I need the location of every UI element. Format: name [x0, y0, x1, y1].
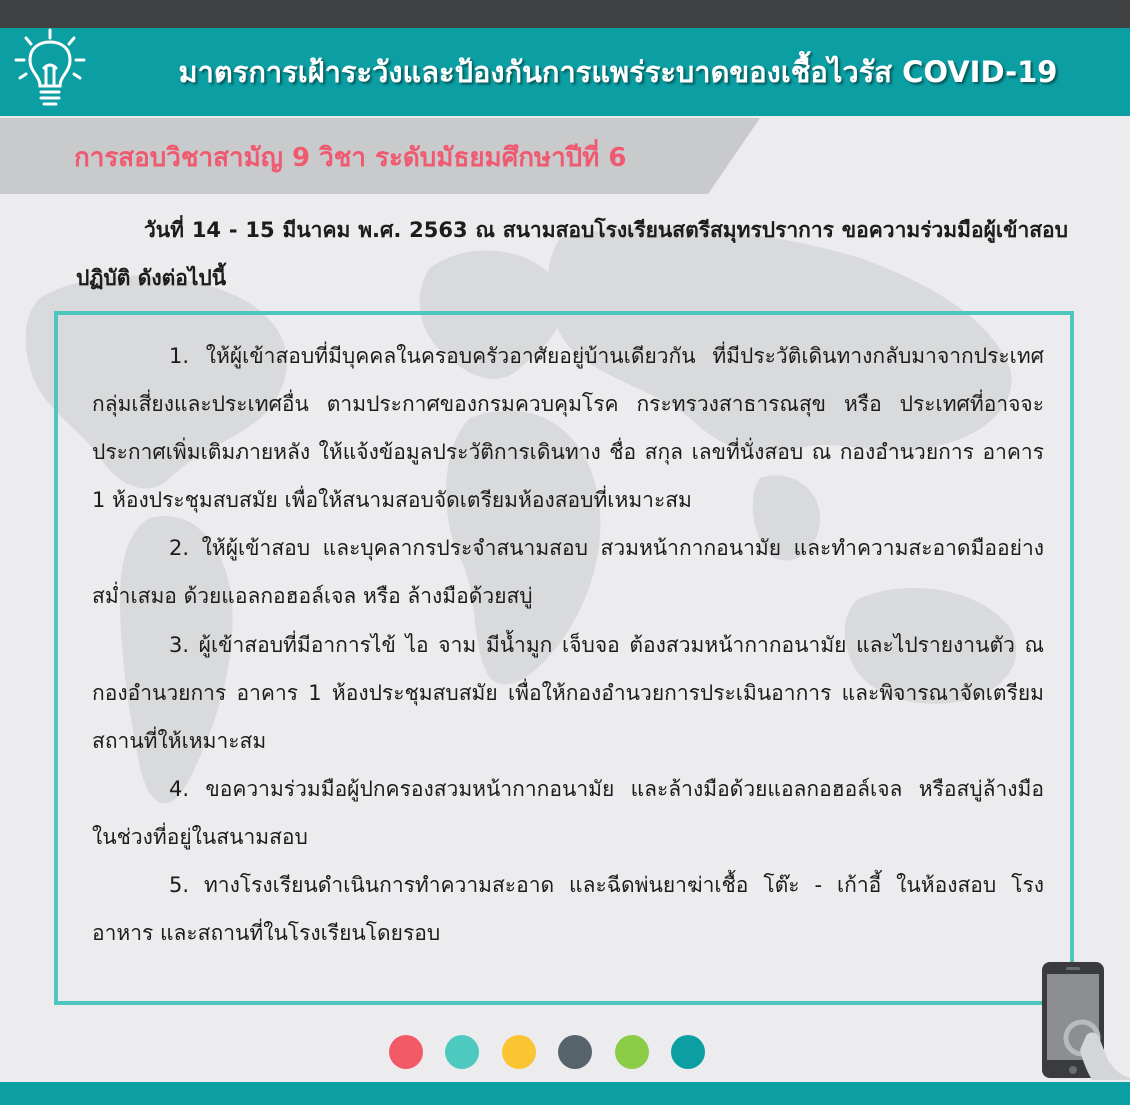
- dot-green: [615, 1035, 649, 1069]
- list-item: 1. ให้ผู้เข้าสอบที่มีบุคคลในครอบครัวอาศัยอยู่บ้านเดียวกัน ที่มีประวัติเดินทางกลับมาจากประเทศกลุ่มเสี่ยงและประเทศอื่น ตามประกาศของกรมควบคุมโรค กระทรวงสาธารณสุข หรือ ประเทศที่อาจจะประกาศเพิ่มเติมภายหลัง ให้แจ้งข้อมูลประวัติการเดินทาง ชื่อ สกุล เลขที่นั่งสอบ ณ กองอำนวยการ อาคาร 1 ห้องประชุมสบสมัย เพื่อให้สนามสอบจัดเตรียมห้องสอบที่เหมาะสม: [92, 344, 1044, 513]
- intro-text: วันที่ 14 - 15 มีนาคม พ.ศ. 2563 ณ สนามสอบโรงเรียนสตรีสมุทรปราการ ขอความร่วมมือผู้เข้าสอบปฏิบัติ ดังต่อไปนี้: [76, 218, 1068, 290]
- top-bar: [0, 0, 1130, 28]
- section-title: การสอบวิชาสามัญ 9 วิชา ระดับมัธยมศึกษาปีที่ 6: [74, 143, 627, 173]
- dot-teal: [671, 1035, 705, 1069]
- color-dots: [0, 1035, 1130, 1071]
- dot-slate: [558, 1035, 592, 1069]
- list-item: 2. ให้ผู้เข้าสอบ และบุคลากรประจำสนามสอบ สวมหน้ากากอนามัย และทำความสะอาดมืออย่างสม่ำเสมอ ด้วยแอลกอฮอล์เจล หรือ ล้างมือด้วยสบู่: [92, 536, 1044, 609]
- page-title: มาตรการเฝ้าระวังและป้องกันการแพร่ระบาดของเชื้อไวรัส COVID-19: [178, 55, 1058, 89]
- dot-yellow: [502, 1035, 536, 1069]
- header-bar: [0, 28, 1130, 116]
- list-item: 3. ผู้เข้าสอบที่มีอาการไข้ ไอ จาม มีน้ำมูก เจ็บจอ ต้องสวมหน้ากากอนามัย และไปรายงานตัว ณ กองอำนวยการ อาคาร 1 ห้องประชุมสบสมัย เพื่อให้กองอำนวยการประเมินอาการ และพิจารณาจัดเตรียมสถานที่ให้เหมาะสม: [92, 632, 1044, 753]
- dot-turquoise: [445, 1035, 479, 1069]
- smartphone-touch-icon: [1030, 960, 1130, 1080]
- list-item: 5. ทางโรงเรียนดำเนินการทำความสะอาด และฉีดพ่นยาฆ่าเชื้อ โต๊ะ - เก้าอี้ ในห้องสอบ โรงอาหาร และสถานที่ในโรงเรียนโดยรอบ: [92, 873, 1044, 946]
- dot-red: [389, 1035, 423, 1069]
- bottom-bar: [0, 1082, 1130, 1105]
- list-item: 4. ขอความร่วมมือผู้ปกครองสวมหน้ากากอนามัย และล้างมือด้วยแอลกอฮอล์เจล หรือสบู่ล้างมือ ในช่วงที่อยู่ในสนามสอบ: [92, 776, 1044, 849]
- lightbulb-icon: [12, 28, 88, 112]
- measures-list: [92, 332, 1044, 957]
